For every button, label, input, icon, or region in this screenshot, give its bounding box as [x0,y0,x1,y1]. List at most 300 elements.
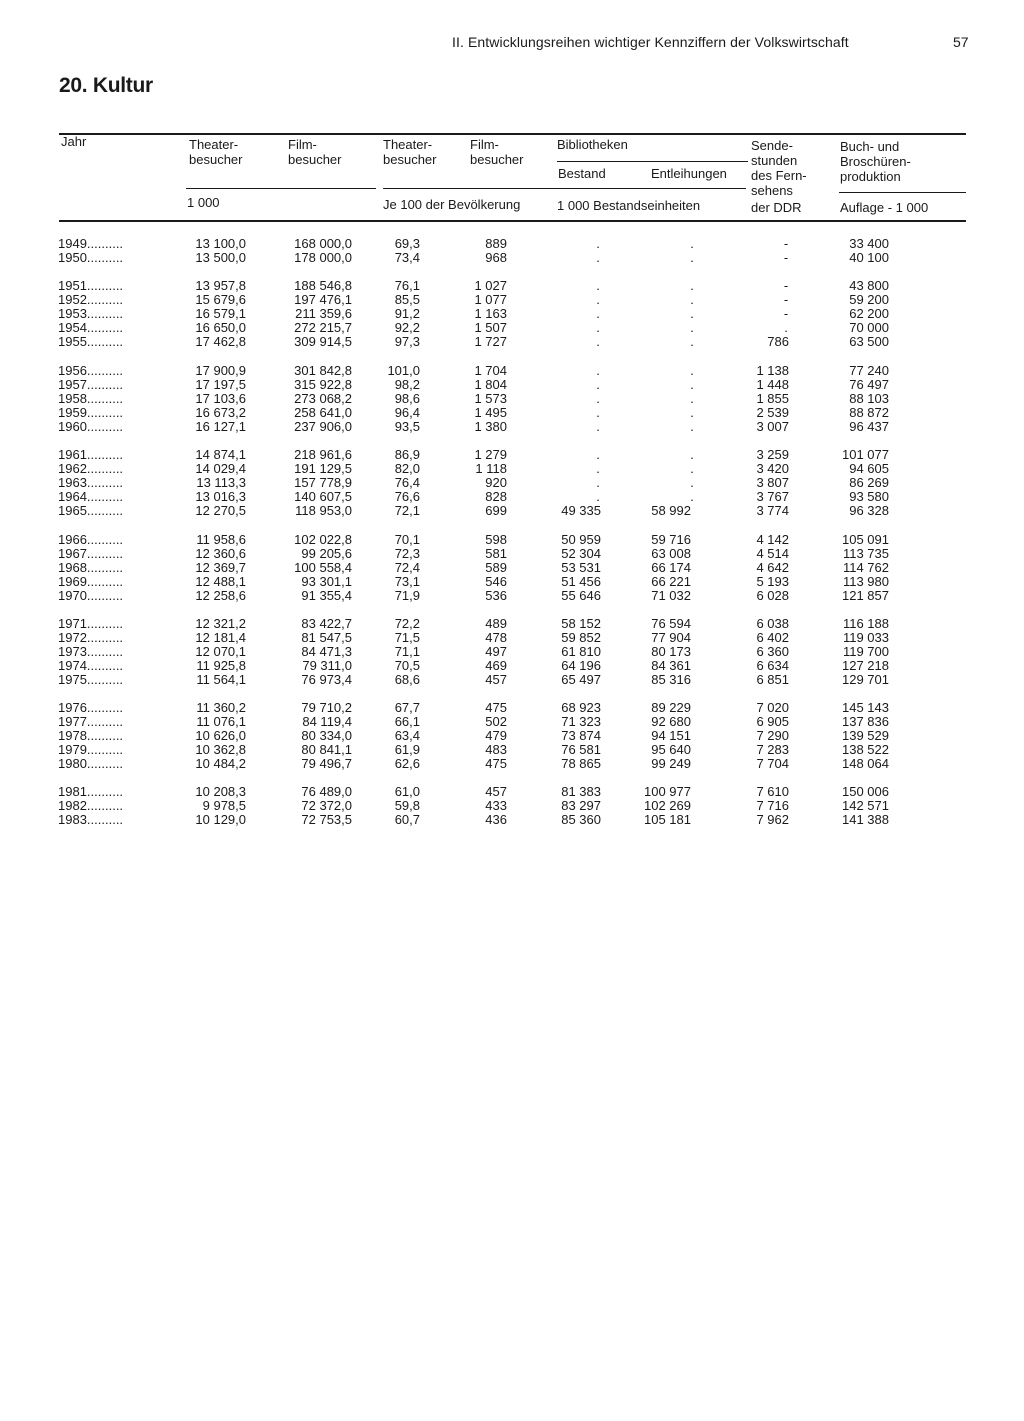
cell-theaterbesucher: 11 360,2 [196,700,246,715]
cell-bestand: 58 152 [561,616,601,631]
cell-filmbesucher-rel: 889 [485,236,507,251]
cell-theaterbesucher: 12 321,2 [195,616,246,631]
cell-filmbesucher-rel: 920 [485,475,507,490]
cell-bestand: 73 874 [561,728,601,743]
cell-filmbesucher-rel: 457 [485,784,507,799]
cell-theaterbesucher: 13 500,0 [195,250,246,265]
cell-theaterbesucher-rel: 59,8 [394,798,420,813]
cell-theaterbesucher: 10 484,2 [195,756,246,771]
cell-filmbesucher: 72 753,5 [301,812,352,827]
cell-sendestunden: 7 962 [756,812,789,827]
table-row [0,237,1024,251]
cell-filmbesucher: 237 906,0 [294,419,352,434]
table-row [0,251,1024,265]
cell-year: 1950.......... [58,250,124,265]
cell-filmbesucher: 118 953,0 [295,503,352,518]
cell-filmbesucher-rel: 1 380 [474,419,507,434]
cell-sendestunden: 6 028 [756,588,789,603]
cell-theaterbesucher-rel: 71,9 [394,588,420,603]
cell-theaterbesucher-rel: 68,6 [394,672,420,687]
cell-theaterbesucher-rel: 96,4 [394,405,420,420]
cell-entleihungen: . [690,306,694,321]
cell-year: 1976.......... [58,700,124,715]
table-row [0,279,1024,293]
cell-entleihungen: 76 594 [651,616,691,631]
cell-buchproduktion: 62 200 [849,306,889,321]
cell-sendestunden: 2 539 [756,405,789,420]
cell-filmbesucher-rel: 1 279 [474,447,507,462]
cell-buchproduktion: 43 800 [849,278,889,293]
table-row [0,476,1024,490]
table-title: 20. Kultur [59,74,153,97]
cell-theaterbesucher: 17 103,6 [195,391,246,406]
cell-year: 1951.......... [58,278,124,293]
table-row [0,785,1024,799]
cell-filmbesucher-rel: 502 [485,714,507,729]
cell-year: 1969.......... [58,574,124,589]
table-row [0,378,1024,392]
cell-buchproduktion: 142 571 [842,798,889,813]
cell-sendestunden: 3 767 [756,489,789,504]
cell-entleihungen: . [690,391,694,406]
table-row [0,813,1024,827]
cell-buchproduktion: 70 000 [849,320,889,335]
cell-filmbesucher: 80 841,1 [301,742,352,757]
cell-filmbesucher-rel: 483 [485,742,507,757]
cell-buchproduktion: 113 735 [842,546,889,561]
unit-auflage: Auflage - 1 000 [840,200,929,215]
cell-theaterbesucher-rel: 93,5 [394,419,420,434]
cell-buchproduktion: 88 103 [849,391,889,406]
cell-theaterbesucher: 12 181,4 [195,630,246,645]
cell-theaterbesucher-rel: 70,5 [394,658,420,673]
cell-year: 1958.......... [58,391,124,406]
cell-sendestunden: 7 290 [756,728,789,743]
cell-filmbesucher: 258 641,0 [294,405,352,420]
cell-filmbesucher-rel: 436 [485,812,507,827]
cell-buchproduktion: 121 857 [842,588,889,603]
cell-theaterbesucher-rel: 91,2 [394,306,420,321]
cell-bestand: 76 581 [561,742,601,757]
cell-filmbesucher: 99 205,6 [301,546,352,561]
cell-year: 1966.......... [58,532,124,547]
cell-year: 1959.......... [58,405,124,420]
cell-theaterbesucher: 12 488,1 [195,574,246,589]
table-row [0,448,1024,462]
cell-bestand: . [596,278,600,293]
cell-entleihungen: 100 977 [644,784,691,799]
cell-buchproduktion: 96 437 [849,419,889,434]
cell-bestand: . [596,320,600,335]
cell-bestand: . [596,419,600,434]
unit-je-100: Je 100 der Bevölkerung [383,197,521,212]
cell-buchproduktion: 88 872 [849,405,889,420]
cell-bestand: . [596,447,600,462]
cell-filmbesucher-rel: 828 [485,489,507,504]
column-header-filmbesucher: Film- besucher [288,137,342,167]
cell-theaterbesucher-rel: 92,2 [394,320,420,335]
cell-theaterbesucher: 14 874,1 [195,447,246,462]
cell-bestand: . [596,236,600,251]
cell-buchproduktion: 105 091 [842,532,889,547]
cell-bestand: 81 383 [561,784,601,799]
cell-theaterbesucher: 10 626,0 [195,728,246,743]
cell-filmbesucher: 76 489,0 [301,784,352,799]
cell-sendestunden: 7 716 [756,798,789,813]
cell-theaterbesucher-rel: 82,0 [394,461,420,476]
cell-buchproduktion: 40 100 [849,250,889,265]
cell-bestand: 68 923 [561,700,601,715]
cell-filmbesucher-rel: 1 077 [474,292,507,307]
cell-filmbesucher-rel: 968 [485,250,507,265]
cell-filmbesucher-rel: 536 [485,588,507,603]
cell-theaterbesucher-rel: 72,3 [394,546,420,561]
cell-filmbesucher: 301 842,8 [294,363,352,378]
cell-theaterbesucher: 11 564,1 [196,672,246,687]
cell-sendestunden: - [783,278,789,293]
cell-theaterbesucher: 16 650,0 [195,320,246,335]
cell-sendestunden: 7 020 [756,700,789,715]
cell-theaterbesucher: 17 462,8 [195,334,246,349]
cell-filmbesucher: 93 301,1 [301,574,352,589]
cell-theaterbesucher-rel: 60,7 [394,812,420,827]
cell-theaterbesucher: 13 113,3 [196,475,246,490]
cell-bestand: 78 865 [561,756,601,771]
cell-filmbesucher: 211 359,6 [295,306,352,321]
cell-year: 1960.......... [58,419,124,434]
cell-theaterbesucher: 15 679,6 [195,292,246,307]
cell-filmbesucher: 178 000,0 [294,250,352,265]
cell-theaterbesucher-rel: 73,4 [394,250,420,265]
cell-entleihungen: . [690,377,694,392]
cell-buchproduktion: 127 218 [842,658,889,673]
cell-entleihungen: 80 173 [651,644,691,659]
cell-year: 1954.......... [58,320,124,335]
cell-filmbesucher-rel: 598 [485,532,507,547]
cell-filmbesucher: 72 372,0 [301,798,352,813]
cell-bestand: . [596,334,600,349]
cell-sendestunden: 3 007 [756,419,789,434]
cell-year: 1973.......... [58,644,124,659]
cell-bestand: 65 497 [561,672,601,687]
cell-buchproduktion: 141 388 [842,812,889,827]
cell-filmbesucher: 100 558,4 [294,560,352,575]
cell-theaterbesucher-rel: 98,2 [394,377,420,392]
cell-year: 1981.......... [58,784,124,799]
cell-entleihungen: 84 361 [651,658,691,673]
cell-theaterbesucher: 16 579,1 [195,306,246,321]
cell-filmbesucher-rel: 469 [485,658,507,673]
cell-buchproduktion: 114 762 [842,560,889,575]
table-row [0,533,1024,547]
cell-entleihungen: . [690,363,694,378]
cell-entleihungen: 58 992 [651,503,691,518]
cell-bestand: 83 297 [561,798,601,813]
cell-year: 1961.......... [58,447,124,462]
cell-theaterbesucher-rel: 85,5 [394,292,420,307]
table-row [0,392,1024,406]
cell-filmbesucher-rel: 475 [485,700,507,715]
cell-theaterbesucher: 12 369,7 [195,560,246,575]
cell-theaterbesucher-rel: 71,5 [394,630,420,645]
table-row [0,799,1024,813]
cell-filmbesucher-rel: 489 [485,616,507,631]
table-row [0,631,1024,645]
cell-sendestunden: . [784,320,788,335]
cell-filmbesucher: 102 022,8 [294,532,352,547]
cell-buchproduktion: 86 269 [849,475,889,490]
column-header-sendestunden: Sende- stunden des Fern- sehens [751,138,807,198]
cell-theaterbesucher-rel: 98,6 [394,391,420,406]
cell-year: 1975.......... [58,672,124,687]
cell-sendestunden: 7 283 [756,742,789,757]
cell-filmbesucher: 168 000,0 [294,236,352,251]
table-row [0,364,1024,378]
cell-buchproduktion: 137 836 [842,714,889,729]
cell-year: 1974.......... [58,658,124,673]
cell-theaterbesucher-rel: 76,1 [394,278,420,293]
cell-filmbesucher-rel: 479 [485,728,507,743]
cell-theaterbesucher-rel: 69,3 [394,236,420,251]
cell-filmbesucher: 140 607,5 [294,489,352,504]
cell-entleihungen: 59 716 [651,532,691,547]
table-row [0,575,1024,589]
cell-sendestunden: - [783,250,789,265]
cell-filmbesucher-rel: 457 [485,672,507,687]
cell-filmbesucher-rel: 1 704 [474,363,507,378]
cell-filmbesucher: 84 119,4 [302,714,352,729]
cell-bestand: . [596,250,600,265]
cell-buchproduktion: 145 143 [842,700,889,715]
cell-buchproduktion: 138 522 [842,742,889,757]
cell-entleihungen: 102 269 [644,798,691,813]
table-row [0,420,1024,434]
cell-filmbesucher: 84 471,3 [301,644,352,659]
cell-buchproduktion: 94 605 [849,461,889,476]
unit-bestandseinheiten: 1 000 Bestandseinheiten [557,198,701,213]
cell-bestand: 50 959 [561,532,601,547]
cell-entleihungen: 66 221 [651,574,691,589]
table-row [0,321,1024,335]
cell-filmbesucher: 83 422,7 [301,616,352,631]
cell-sendestunden: 6 402 [756,630,789,645]
cell-sendestunden: 3 807 [756,475,789,490]
cell-year: 1968.......... [58,560,124,575]
cell-bestand: . [596,391,600,406]
cell-theaterbesucher-rel: 73,1 [394,574,420,589]
cell-entleihungen: 77 904 [651,630,691,645]
cell-filmbesucher: 79 496,7 [301,756,352,771]
cell-year: 1978.......... [58,728,124,743]
cell-filmbesucher: 80 334,0 [301,728,352,743]
cell-entleihungen: . [690,405,694,420]
cell-theaterbesucher-rel: 71,1 [394,644,420,659]
cell-year: 1982.......... [58,798,124,813]
cell-theaterbesucher: 10 362,8 [195,742,246,757]
cell-bestand: . [596,405,600,420]
cell-entleihungen: 85 316 [651,672,691,687]
cell-theaterbesucher: 13 957,8 [195,278,246,293]
cell-theaterbesucher: 12 258,6 [195,588,246,603]
cell-theaterbesucher-rel: 101,0 [387,363,420,378]
cell-theaterbesucher-rel: 62,6 [394,756,420,771]
cell-theaterbesucher-rel: 72,1 [394,503,420,518]
cell-year: 1949.......... [58,236,124,251]
cell-bestand: . [596,461,600,476]
cell-theaterbesucher: 11 925,8 [196,658,246,673]
cell-theaterbesucher-rel: 61,9 [394,742,420,757]
cell-filmbesucher: 197 476,1 [294,292,352,307]
cell-theaterbesucher: 16 673,2 [195,405,246,420]
cell-year: 1956.......... [58,363,124,378]
cell-year: 1980.......... [58,756,124,771]
cell-buchproduktion: 76 497 [849,377,889,392]
cell-entleihungen: . [690,334,694,349]
cell-year: 1983.......... [58,812,124,827]
cell-sendestunden: 4 142 [756,532,789,547]
cell-sendestunden: 786 [767,334,789,349]
cell-theaterbesucher-rel: 76,4 [394,475,420,490]
cell-entleihungen: 66 174 [651,560,691,575]
table-row [0,293,1024,307]
cell-entleihungen: . [690,475,694,490]
table-row [0,504,1024,518]
cell-theaterbesucher: 9 978,5 [202,798,246,813]
cell-filmbesucher: 272 215,7 [294,320,352,335]
cell-filmbesucher-rel: 1 507 [474,320,507,335]
cell-year: 1953.......... [58,306,124,321]
cell-sendestunden: 1 448 [756,377,789,392]
cell-sendestunden: 6 038 [756,616,789,631]
cell-bestand: 52 304 [561,546,601,561]
cell-buchproduktion: 119 033 [842,630,889,645]
cell-entleihungen: 71 032 [651,588,691,603]
cell-filmbesucher-rel: 1 027 [474,278,507,293]
cell-bestand: 64 196 [561,658,601,673]
table-row [0,659,1024,673]
cell-filmbesucher-rel: 1 804 [474,377,507,392]
cell-year: 1963.......... [58,475,124,490]
cell-year: 1979.......... [58,742,124,757]
table-row [0,335,1024,349]
cell-entleihungen: 94 151 [651,728,691,743]
table-row [0,307,1024,321]
cell-filmbesucher-rel: 1 573 [474,391,507,406]
cell-filmbesucher-rel: 699 [485,503,507,518]
cell-entleihungen: 89 229 [651,700,691,715]
table-row [0,715,1024,729]
cell-sendestunden: - [783,236,789,251]
cell-filmbesucher: 315 922,8 [294,377,352,392]
table-row [0,547,1024,561]
cell-entleihungen: 95 640 [651,742,691,757]
cell-entleihungen: 105 181 [644,812,691,827]
cell-theaterbesucher: 13 100,0 [195,236,246,251]
cell-theaterbesucher: 16 127,1 [195,419,246,434]
cell-buchproduktion: 101 077 [842,447,889,462]
cell-year: 1962.......... [58,461,124,476]
cell-entleihungen: . [690,320,694,335]
page-number: 57 [953,34,969,50]
cell-theaterbesucher: 17 197,5 [195,377,246,392]
cell-sendestunden: 4 642 [756,560,789,575]
unit-1000: 1 000 [187,195,220,210]
cell-filmbesucher-rel: 497 [485,644,507,659]
cell-filmbesucher-rel: 433 [485,798,507,813]
cell-sendestunden: 6 905 [756,714,789,729]
cell-theaterbesucher: 12 270,5 [195,503,246,518]
cell-buchproduktion: 33 400 [849,236,889,251]
cell-sendestunden: - [783,292,789,307]
cell-year: 1967.......... [58,546,124,561]
column-header-theaterbesucher: Theater- besucher [189,137,243,167]
cell-entleihungen: 92 680 [651,714,691,729]
cell-sendestunden: - [783,306,789,321]
cell-buchproduktion: 119 700 [842,644,889,659]
cell-year: 1957.......... [58,377,124,392]
cell-buchproduktion: 148 064 [842,756,889,771]
cell-bestand: 51 456 [561,574,601,589]
cell-theaterbesucher-rel: 67,7 [394,700,420,715]
cell-theaterbesucher-rel: 72,2 [394,616,420,631]
cell-entleihungen: . [690,250,694,265]
cell-sendestunden: 6 634 [756,658,789,673]
cell-entleihungen: . [690,447,694,462]
cell-year: 1970.......... [58,588,124,603]
cell-sendestunden: 1 138 [756,363,789,378]
cell-entleihungen: 99 249 [651,756,691,771]
table-row [0,490,1024,504]
cell-bestand: . [596,306,600,321]
cell-bestand: 49 335 [561,503,601,518]
table-row [0,757,1024,771]
cell-entleihungen: . [690,419,694,434]
cell-filmbesucher-rel: 475 [485,756,507,771]
cell-filmbesucher: 76 973,4 [301,672,352,687]
cell-year: 1971.......... [58,616,124,631]
column-header-jahr: Jahr [61,134,87,149]
cell-filmbesucher-rel: 478 [485,630,507,645]
cell-sendestunden: 1 855 [756,391,789,406]
cell-sendestunden: 3 420 [756,461,789,476]
cell-buchproduktion: 59 200 [849,292,889,307]
table-row [0,673,1024,687]
cell-entleihungen: . [690,292,694,307]
cell-buchproduktion: 116 188 [842,616,889,631]
cell-buchproduktion: 113 980 [842,574,889,589]
cell-theaterbesucher: 12 070,1 [195,644,246,659]
column-header-bestand: Bestand [558,166,606,181]
cell-filmbesucher: 91 355,4 [301,588,352,603]
cell-filmbesucher: 188 546,8 [294,278,352,293]
cell-entleihungen: 63 008 [651,546,691,561]
cell-sendestunden: 7 610 [756,784,789,799]
cell-year: 1977.......... [58,714,124,729]
cell-bestand: . [596,475,600,490]
cell-buchproduktion: 150 006 [842,784,889,799]
cell-filmbesucher-rel: 581 [485,546,507,561]
cell-buchproduktion: 129 701 [842,672,889,687]
cell-filmbesucher: 191 129,5 [294,461,352,476]
cell-filmbesucher: 157 778,9 [294,475,352,490]
cell-theaterbesucher: 14 029,4 [195,461,246,476]
table-row [0,729,1024,743]
cell-theaterbesucher: 10 129,0 [195,812,246,827]
cell-bestand: . [596,377,600,392]
cell-theaterbesucher: 17 900,9 [195,363,246,378]
cell-sendestunden: 5 193 [756,574,789,589]
cell-theaterbesucher-rel: 66,1 [394,714,420,729]
